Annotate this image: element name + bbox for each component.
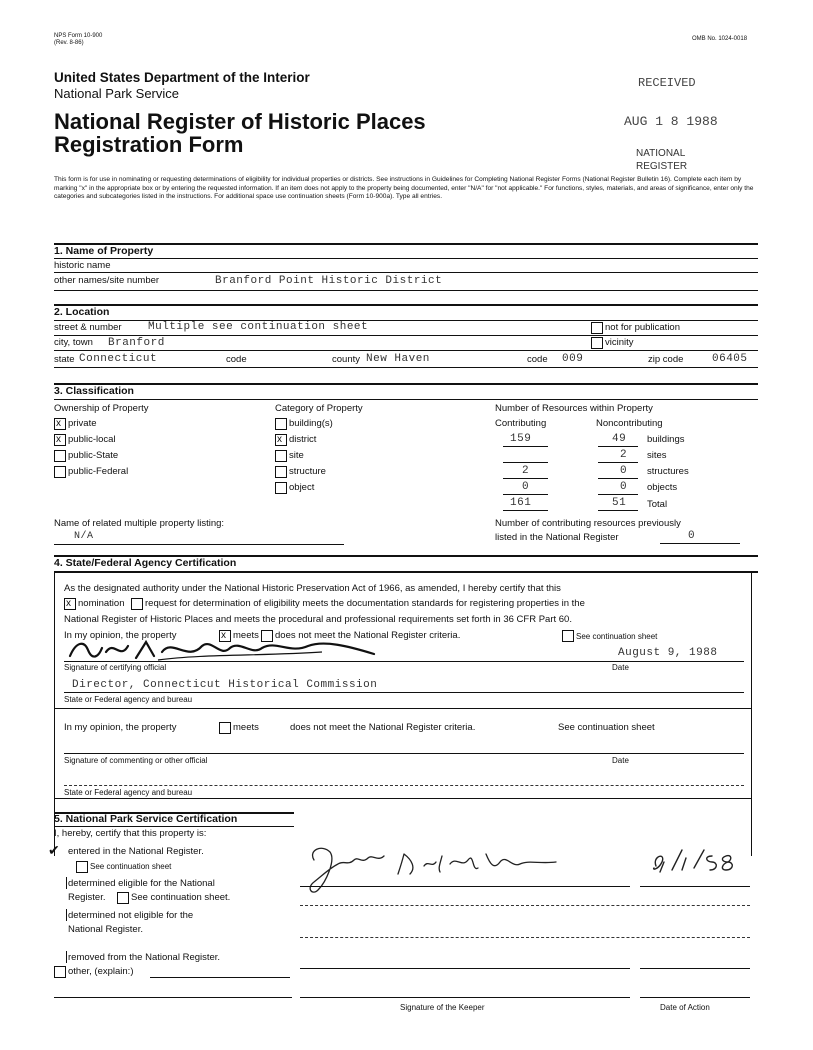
entered-check-mark-icon: ✔: [48, 842, 60, 858]
related-listing-value[interactable]: N/A: [74, 531, 94, 542]
agency-bureau-label: State or Federal agency and bureau: [64, 695, 193, 704]
see-continuation-2-checkbox[interactable]: [117, 892, 129, 904]
request-determination-checkbox[interactable]: [131, 598, 143, 610]
section4-frame-right: [751, 571, 752, 856]
rule: [54, 399, 758, 400]
form-revision: (Rev. 8-86): [54, 40, 84, 46]
agency-bureau2-label: State or Federal agency and bureau: [64, 788, 193, 797]
category-object-label: object: [289, 482, 315, 493]
street-value[interactable]: Multiple see continuation sheet: [148, 321, 369, 333]
certification-date-value[interactable]: August 9, 1988: [618, 647, 718, 659]
noncontributing-total[interactable]: 51: [612, 497, 627, 509]
entered-label: entered in the National Register.: [68, 846, 204, 857]
state-code-label: code: [226, 354, 247, 365]
rule: [64, 785, 744, 786]
section1-heading: 1. Name of Property: [54, 245, 154, 257]
rule: [598, 510, 638, 511]
does-not-meet2-label: does not meet the National Register criteria.: [290, 722, 476, 733]
opinion2-label: In my opinion, the property: [64, 722, 177, 733]
resource-buildings-label: buildings: [647, 434, 685, 445]
category-site-label: site: [289, 450, 304, 461]
resources-heading: Number of Resources within Property: [495, 403, 653, 414]
state-label: state: [54, 354, 75, 365]
category-object-checkbox[interactable]: [275, 482, 287, 494]
rule: [64, 661, 744, 662]
category-structure-checkbox[interactable]: [275, 466, 287, 478]
continuation-sheet-label: See continuation sheet: [576, 632, 658, 641]
contributing-buildings[interactable]: 159: [510, 433, 532, 445]
omb-number: OMB No. 1024-0018: [692, 36, 748, 42]
keeper-date-handwritten: [648, 846, 752, 874]
historic-name-label: historic name: [54, 260, 111, 271]
other-checkbox[interactable]: [54, 966, 66, 978]
rule: [640, 886, 750, 887]
noncontributing-structures[interactable]: 0: [620, 465, 628, 477]
section1-rule: [54, 243, 758, 245]
department-name: United States Department of the Interior: [54, 70, 310, 85]
rule: [66, 909, 67, 921]
other-explain-label: other, (explain:): [68, 966, 134, 977]
nomination-checkbox[interactable]: [64, 598, 76, 610]
rule: [54, 350, 758, 351]
not-for-publication-checkbox[interactable]: [591, 322, 603, 334]
form-instructions: This form is for use in nominating or requesting determinations of eligibility for individual properties or districts. See instructions in Guidelines for Completing National Register Forms (National Register Bulletin 16). Complete each item by marking "x" in the appropriate box or by entering the requested information. If an item does not apply to the property being documented, enter "N/A" for "not applicable." For functions, styles, materials, and areas of significance, enter only the categories and subcategories listed in the instructions. For additional space use continuation sheets (Form 10-900a). Type all entries.: [54, 176, 754, 201]
contributing-heading: Contributing: [495, 418, 547, 429]
rule: [640, 968, 750, 969]
zip-label: zip code: [648, 354, 684, 365]
street-label: street & number: [54, 322, 122, 333]
stamp-register: REGISTER: [636, 161, 688, 172]
ownership-public-local-label: public-local: [68, 434, 116, 445]
ownership-private-label: private: [68, 418, 97, 429]
rule: [54, 708, 751, 709]
keeper-certify-label: I, hereby, certify that this property is:: [54, 828, 207, 839]
rule: [300, 937, 750, 938]
check-mark-icon: x: [56, 418, 61, 429]
category-structure-label: structure: [289, 466, 326, 477]
not-for-publication-label: not for publication: [605, 322, 680, 333]
rule: [598, 494, 638, 495]
section5-heading: 5. National Park Service Certification: [54, 813, 238, 825]
rule: [66, 877, 67, 889]
check-mark-icon: x: [221, 630, 226, 641]
previously-listed-label-2: listed in the National Register: [495, 532, 619, 543]
nomination-label: nomination: [78, 598, 125, 609]
city-value[interactable]: Branford: [108, 337, 165, 349]
received-date-stamp: AUG 1 8 1988: [624, 114, 718, 129]
removed-label: removed from the National Register.: [68, 952, 221, 963]
category-building-checkbox[interactable]: [275, 418, 287, 430]
vicinity-label: vicinity: [605, 337, 634, 348]
rule: [300, 886, 630, 887]
check-mark-icon: x: [277, 434, 282, 445]
ownership-heading: Ownership of Property: [54, 403, 149, 414]
meets2-label: meets: [233, 722, 259, 733]
related-listing-label: Name of related multiple property listing:: [54, 518, 225, 529]
noncontributing-objects[interactable]: 0: [620, 481, 628, 493]
noncontributing-sites[interactable]: 2: [620, 449, 628, 461]
rule: [598, 478, 638, 479]
state-value[interactable]: Connecticut: [79, 353, 158, 365]
service-name: National Park Service: [54, 86, 179, 101]
rule: [300, 905, 750, 906]
rule: [54, 258, 758, 259]
noncontributing-heading: Noncontributing: [596, 418, 663, 429]
certification-date-label: Date: [612, 663, 629, 672]
rule: [64, 753, 744, 754]
category-site-checkbox[interactable]: [275, 450, 287, 462]
section3-heading: 3. Classification: [54, 385, 134, 397]
zip-value[interactable]: 06405: [712, 353, 748, 365]
keeper-signature-line: [300, 997, 630, 998]
rule: [54, 571, 758, 573]
received-stamp: RECEIVED: [638, 76, 696, 90]
does-not-meet-label: does not meet the National Register criteria.: [275, 630, 461, 641]
rule: [54, 997, 292, 998]
county-code-label: code: [527, 354, 548, 365]
commenting-date-label: Date: [612, 756, 629, 765]
action-date-line: [640, 997, 750, 998]
form-title-line2: Registration Form: [54, 132, 244, 157]
city-label: city, town: [54, 337, 93, 348]
county-label: county: [332, 354, 360, 365]
rule: [503, 494, 548, 495]
rule: [66, 951, 67, 963]
keeper-signature: [300, 838, 590, 898]
rule: [54, 798, 751, 799]
contributing-objects[interactable]: 0: [522, 481, 530, 493]
ownership-public-local-checkbox[interactable]: [54, 434, 66, 446]
ownership-public-state-checkbox[interactable]: [54, 450, 66, 462]
certifying-official-title[interactable]: Director, Connecticut Historical Commission: [72, 679, 378, 691]
rule: [300, 968, 630, 969]
vicinity-checkbox[interactable]: [591, 337, 603, 349]
check-mark-icon: x: [56, 434, 61, 445]
county-code-value[interactable]: 009: [562, 353, 584, 365]
ownership-private-checkbox[interactable]: [54, 418, 66, 430]
section4-heading: 4. State/Federal Agency Certification: [54, 557, 237, 569]
category-building-label: building(s): [289, 418, 333, 429]
ownership-public-federal-label: public-Federal: [68, 466, 129, 477]
stamp-national: NATIONAL: [636, 148, 686, 159]
certification-line-3: National Register of Historic Places and meets the procedural and professional requirements set forth in 36 CFR Part 60.: [64, 614, 572, 625]
contributing-structures[interactable]: 2: [522, 465, 530, 477]
historic-name-field[interactable]: [54, 272, 758, 273]
rule: [503, 446, 548, 447]
rule: [503, 478, 548, 479]
ownership-public-state-label: public-State: [68, 450, 119, 461]
section3-rule: [54, 383, 758, 385]
rule: [64, 692, 744, 693]
contributing-total[interactable]: 161: [510, 497, 532, 509]
commenting-signature-label: Signature of commenting or other official: [64, 756, 208, 765]
certifying-signature-label: Signature of certifying official: [64, 663, 167, 672]
keeper-date-text: [1, 1, 2, 2]
rule: [54, 335, 758, 336]
certification-line-2: request for determination of eligibility meets the documentation standards for registering properties in the: [145, 598, 585, 609]
previously-listed-value[interactable]: 0: [688, 530, 696, 542]
rule: [54, 367, 758, 368]
eligible-label-2: Register.: [68, 892, 106, 903]
see-continuation-2-label: See continuation sheet.: [131, 892, 231, 903]
rule: [54, 290, 758, 291]
other-names-label: other names/site number: [54, 275, 160, 286]
form-number: NPS Form 10-900: [54, 33, 103, 39]
continuation-sheet2-label: See continuation sheet: [558, 722, 655, 733]
rule: [598, 462, 638, 463]
keeper-signature-label: Signature of the Keeper: [400, 1003, 485, 1012]
rule: [503, 510, 548, 511]
continuation-sheet-checkbox[interactable]: [562, 630, 574, 642]
related-listing-field: [54, 544, 344, 545]
see-continuation-1-checkbox[interactable]: [76, 861, 88, 873]
section2-rule: [54, 304, 758, 306]
category-heading: Category of Property: [275, 403, 363, 414]
rule: [660, 543, 740, 544]
date-of-action-label: Date of Action: [660, 1003, 710, 1012]
form-title-line1: National Register of Historic Places: [54, 109, 426, 134]
rule: [150, 977, 290, 978]
meets2-checkbox[interactable]: [219, 722, 231, 734]
resource-objects-label: objects: [647, 482, 678, 493]
check-mark-icon: x: [66, 598, 71, 609]
noncontributing-buildings[interactable]: 49: [612, 433, 627, 445]
resource-structures-label: structures: [647, 466, 689, 477]
see-continuation-1-label: See continuation sheet: [90, 862, 172, 871]
meets-label: meets: [233, 630, 259, 641]
resource-total-label: Total: [647, 499, 668, 510]
resource-sites-label: sites: [647, 450, 667, 461]
rule: [54, 826, 294, 827]
not-eligible-label-2: National Register.: [68, 924, 143, 935]
rule: [598, 446, 638, 447]
eligible-label-1: determined eligible for the National: [68, 878, 215, 889]
ownership-public-federal-checkbox[interactable]: [54, 466, 66, 478]
other-names-value[interactable]: Branford Point Historic District: [215, 275, 443, 287]
certification-line-1: As the designated authority under the National Historic Preservation Act of 1966, as amended, I hereby certify that this: [64, 583, 561, 594]
opinion-label: In my opinion, the property: [64, 630, 177, 641]
previously-listed-label-1: Number of contributing resources previously: [495, 518, 681, 529]
category-district-checkbox[interactable]: [275, 434, 287, 446]
category-district-label: district: [289, 434, 317, 445]
not-eligible-label-1: determined not eligible for the: [68, 910, 194, 921]
county-value[interactable]: New Haven: [366, 353, 430, 365]
rule: [503, 462, 548, 463]
section2-heading: 2. Location: [54, 306, 110, 318]
